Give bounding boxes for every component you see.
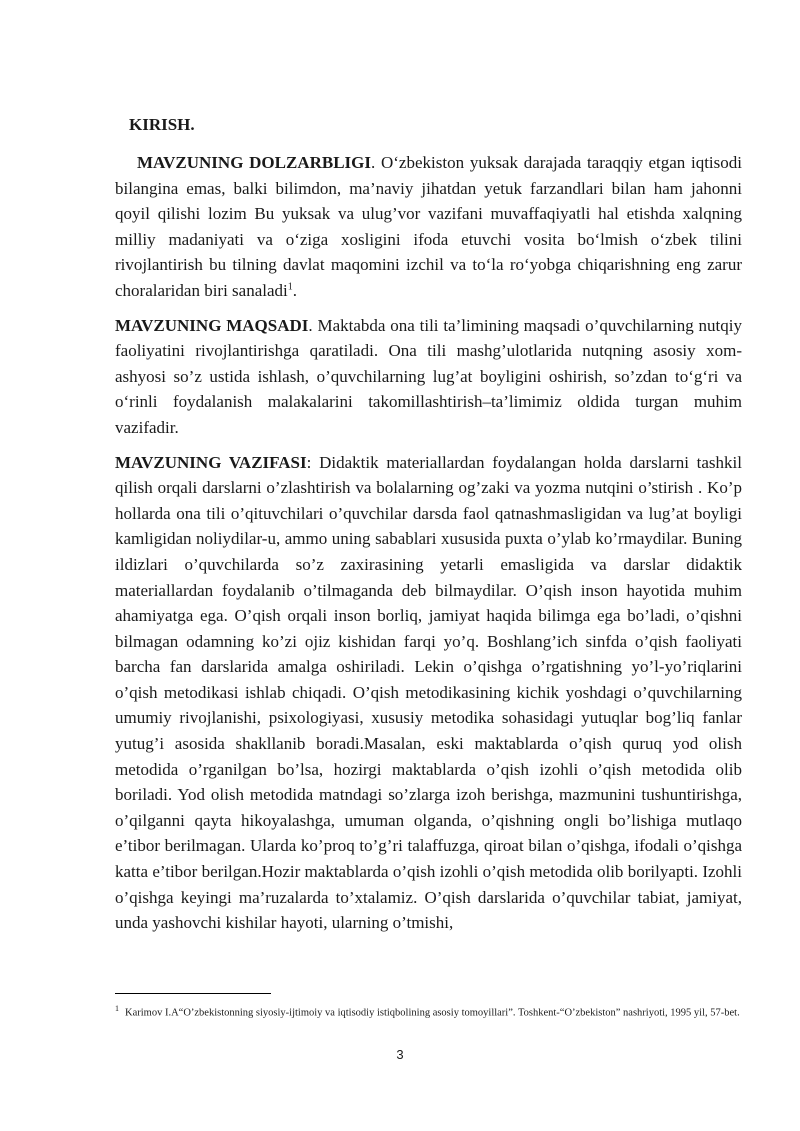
- footnote-text: Karimov I.A“O’zbekistonning siyosiy-ijtimoiy va iqtisodiy istiqbolining asosiy tomoyillari”. Toshkent-“O’zbekiston” nashriyoti, 1995 yil, 57-bet.: [125, 1007, 740, 1019]
- page-number: 3: [396, 1047, 404, 1062]
- footnote-separator: [115, 993, 271, 994]
- footnote: [115, 1000, 742, 1022]
- paragraph-dolzarbligi: [115, 150, 742, 304]
- footnote-reference[interactable]: 1: [287, 281, 293, 293]
- paragraph-maqsadi: [115, 313, 742, 441]
- paragraph-text: . Maktabda ona tili ta’limining maqsadi o’quvchilarning nutqiy faoliyatini rivojlantirishga qaratiladi. Ona tili mashg’ulotlarida nutqning asosiy xom-ashyosi so’z ustida ishlash, o’quvchilarning lug’at boyligini oshirish, so’zdan to‘g‘ri va o‘rinli foydalanish malakalarini takomillashtirish–ta’limimiz oldida turgan muhim vazifadir.: [115, 315, 742, 437]
- footnote-marker: 1: [115, 1004, 119, 1013]
- paragraph-lead: MAVZUNING VAZIFASI: [115, 452, 307, 472]
- page-content: [115, 112, 742, 945]
- paragraph-lead: MAVZUNING MAQSADI: [115, 315, 309, 335]
- section-heading: KIRISH.: [129, 115, 195, 134]
- paragraph-end: .: [292, 280, 298, 300]
- paragraph-text: : Didaktik materiallardan foydalangan holda darslarni tashkil qilish orqali darslarni o’zlashtirish va bolalarning og’zaki va yozma nutqini o’stirish . Ko’p hollarda ona tili o’qituvchilari o’quvchilar darsda faol qatnashmasligidan va lug’at boyligi kamligidan noliydilar-u, ammo uning sabablari xususida puxta o’ylab ko’rmaydilar. Buning ildizlari o’quvchilarda so’z zaxirasining yetarli emasligida va darslar didaktik materiallardan foydalanib o’tilmaganda deb bilmaydilar. O’qish inson hayotida muhim ahamiyatga ega. O’qish orqali inson borliq, jamiyat haqida bilimga ega bo’ladi, o’qishni bilmagan odamning ko’zi ojiz kishidan farqi yo’q. Boshlang’ich sinfda o’qish faoliyati barcha fan darslarida amalga oshiriladi. Lekin o’qishga o’rgatishning yo’l-yo’riqlarini o’qish metodikasi ishlab chiqadi. O’qish metodikasining kichik yoshdagi o’quvchilarning umumiy rivojlanishi, psixologiyasi, xususiy metodika sohasidagi yutuqlar bog’liq fanlar yutug’i asosida shakllanib boradi.Masalan, eski maktablarda o’qish quruq yod olish metodida o’rganilgan bo’lsa, hozirgi maktablarda o’qish izohli o’qish metodida olib boriladi. Yod olish metodida matndagi so’zlarga izoh berishga, mazmunini tushuntirishga, o’qilganni qayta hikoyalashga, umuman olganda, o’qishning ongli bo’lishiga mutlaqo e’tibor berilmagan. Ularda ko’proq to’g’ri talaffuzga, qiroat bilan o’qishga, ifodali o’qishga katta e’tibor berilgan.Hozir maktablarda o’qish izohli o’qish metodida olib borilyapti. Izohli o’qishga keyingi ma’ruzalarda to’xtalamiz. O’qish darslarida o’quvchilar tabiat, jamiyat, unda yashovchi kishilar hayoti, ularning o’tmishi,: [115, 452, 742, 933]
- paragraph-lead: MAVZUNING DOLZARBLIGI: [137, 153, 372, 172]
- paragraph-vazifasi: [115, 450, 742, 936]
- paragraph-text: . O‘zbekiston yuksak darajada taraqqiy etgan iqtisodi bilangina emas, balki bilimdon, ma’naviy jihatdan yetuk farzandlari bilan ham jahonni qoyil qilishi lozim Bu yuksak va ulug’vor vazifani muvaffaqiyatli hal etishda xalqning milliy madaniyati va o‘ziga xosligini ifoda etuvchi vosita bo‘lmish o‘zbek tilini rivojlantirish bu tilning davlat maqomini izchil va to‘la ro‘yobga chiqarishning eng zarur choralaridan biri sanaladi: [115, 153, 742, 300]
